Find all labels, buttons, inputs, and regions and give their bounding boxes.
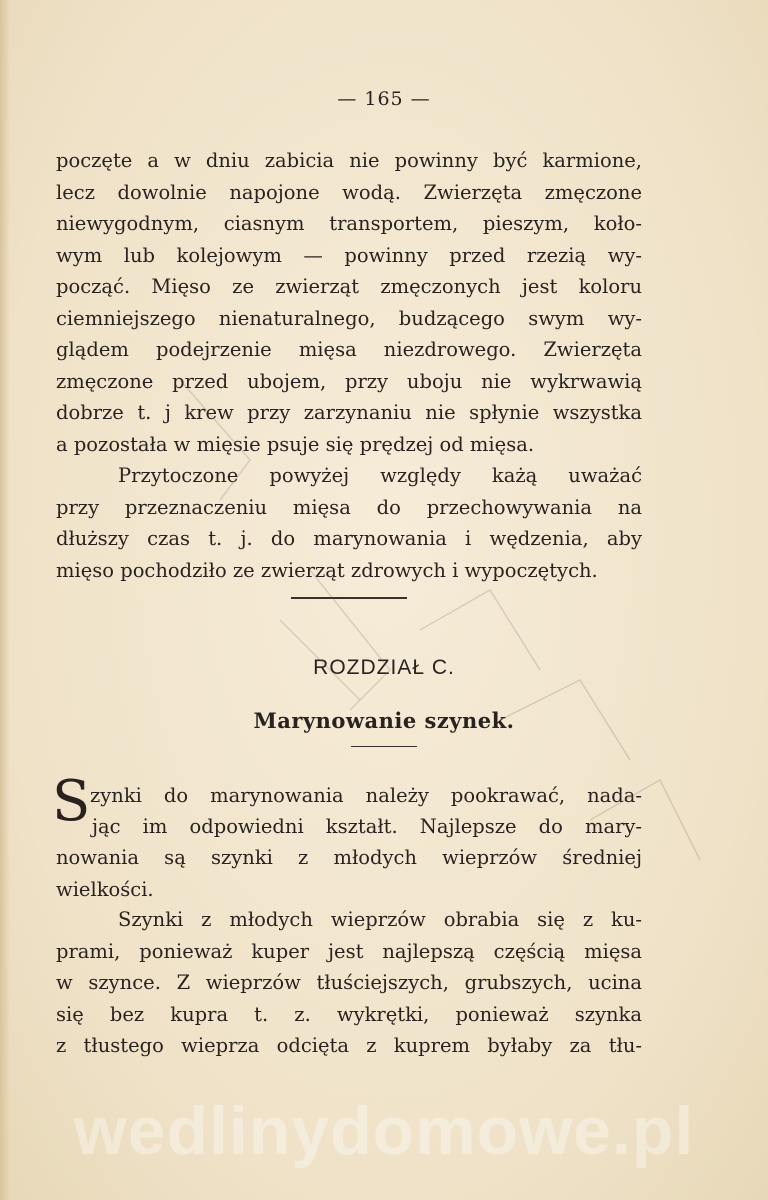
- text-line: dobrze t. j krew przy zarzynaniu nie spłynie wszystka: [56, 401, 642, 424]
- site-watermark: wedlinydomowe.pl: [73, 1093, 695, 1169]
- page-edge-shadow: [0, 0, 10, 1200]
- text-line: jąc im odpowiedni kształt. Najlepsze do mary-: [92, 815, 642, 838]
- section-divider: [291, 597, 407, 599]
- paragraph-3-first-line: [90, 780, 642, 812]
- paragraph-3-rest: [56, 842, 642, 905]
- text-line: ciemniejszego nienaturalnego, budzącego swym wy-: [56, 306, 642, 330]
- text-line: prami, ponieważ kuper jest najlepszą częścią mięsa: [56, 939, 642, 963]
- text-line: niewygodnym, ciasnym transportem, pieszym, koło-: [56, 212, 642, 235]
- text-line: począć. Mięso ze zwierząt zmęczonych jest koloru: [56, 275, 642, 298]
- text-line: zynki do marynowania należy pookrawać, nada-: [90, 784, 642, 807]
- paragraph-2: [56, 460, 642, 586]
- text-line: poczęte a w dniu zabicia nie powinny być karmione,: [56, 149, 642, 172]
- text-line: lecz dowolnie napojone wodą. Zwierzęta zmęczone: [56, 180, 642, 204]
- text-line: wym lub kolejowym — powinny przed rzezią wy-: [56, 243, 642, 267]
- text-line: w szynce. Z wieprzów tłuściejszych, grubszych, ucina: [56, 971, 642, 994]
- page-number: — 165 —: [337, 88, 431, 110]
- paragraph-1: [56, 145, 642, 460]
- paragraph-3-second-line: [92, 811, 642, 843]
- text-line: się bez kupra t. z. wykrętki, ponieważ szynka: [56, 1002, 642, 1026]
- text-line: glądem podejrzenie mięsa niezdrowego. Zwierzęta: [56, 338, 642, 361]
- text-line: dłuższy czas t. j. do marynowania i wędzenia, aby: [56, 527, 642, 550]
- text-line: wielkości.: [56, 877, 154, 901]
- text-line: a pozostała w mięsie psuje się prędzej od mięsa.: [56, 432, 535, 456]
- title-underline: [351, 746, 417, 747]
- chapter-heading: ROZDZIAŁ C.: [313, 656, 455, 679]
- text-line: Szynki z młodych wieprzów obrabia się z ku-: [118, 908, 642, 931]
- paragraph-4: [56, 904, 642, 1062]
- text-line: nowania są szynki z młodych wieprzów średniej: [56, 846, 642, 869]
- text-line: z tłustego wieprza odcięta z kuprem byłaby za tłu-: [56, 1034, 642, 1057]
- text-line: zmęczone przed ubojem, przy uboju nie wykrwawią: [56, 369, 642, 393]
- text-line: mięso pochodziło ze zwierząt zdrowych i wypoczętych.: [56, 558, 598, 582]
- section-title: Marynowanie szynek.: [253, 708, 515, 733]
- text-line: przy przeznaczeniu mięsa do przechowywania na: [56, 495, 642, 519]
- text-line: Przytoczone powyżej względy każą uważać: [118, 464, 642, 487]
- drop-cap: S: [52, 769, 91, 834]
